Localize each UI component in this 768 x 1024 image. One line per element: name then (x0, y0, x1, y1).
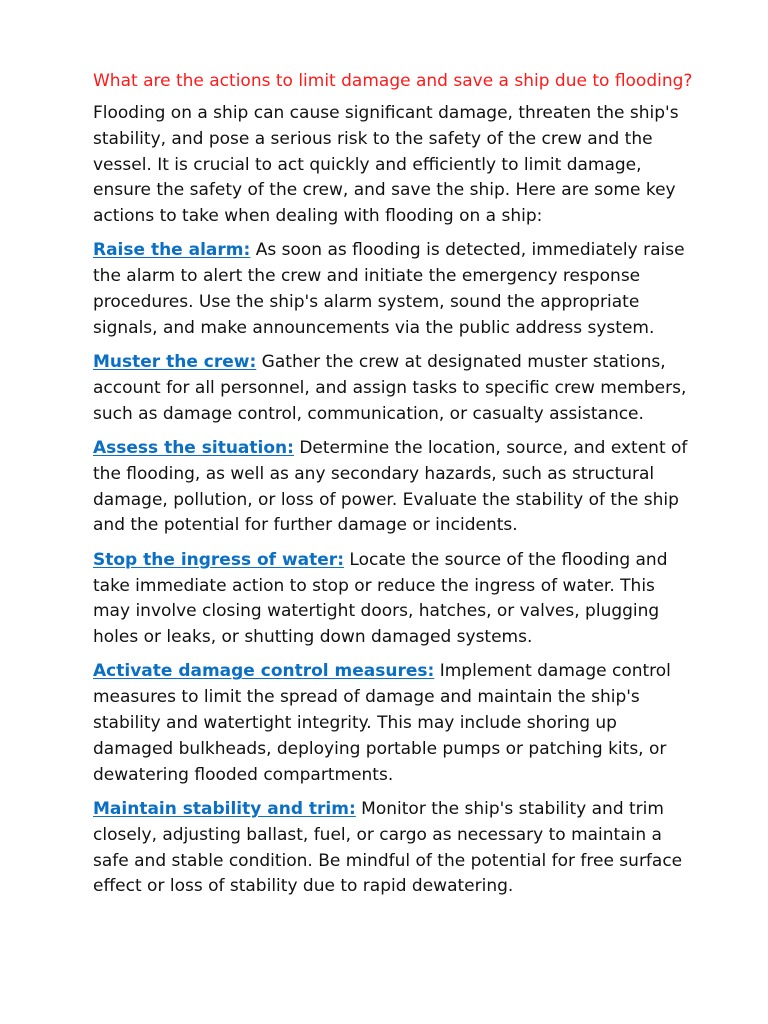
section-text-stop-ingress: Locate the source of the flooding and take immediate action to stop or reduce the ingress of water. This may involve closing watertight doors, hatches, or valves, plugging holes or leaks, or shutting down damaged systems. (93, 549, 668, 648)
section-stability-trim (93, 797, 693, 900)
section-heading-damage-control: Activate damage control measures: (93, 661, 435, 682)
section-text-assess-situation: Determine the location, source, and extent of the flooding, as well as any secondary hazards, such as structural damage, pollution, or loss of power. Evaluate the stability of the ship and the potential for further damage or incidents. (93, 438, 688, 536)
section-heading-raise-alarm: Raise the alarm: (93, 240, 251, 261)
section-assess-situation (93, 436, 693, 539)
section-text-damage-control: Implement damage control measures to limit the spread of damage and maintain the ship's stability and watertight integrity. This may include shoring up damaged bulkheads, deploying portable pumps or patching kits, or dewatering flooded compartments. (93, 661, 671, 785)
section-text-stability-trim: Monitor the ship's stability and trim closely, adjusting ballast, fuel, or cargo as necessary to maintain a safe and stable condition. Be mindful of the potential for free surface effect or loss of stability due to rapid dewatering. (93, 798, 683, 897)
section-muster-crew (93, 350, 693, 427)
intro-paragraph: Flooding on a ship can cause significant damage, threaten the ship's stability, and pose a serious risk to the safety of the crew and the vessel. It is crucial to act quickly and efficiently to limit damage, ensure the safety of the crew, and save the ship. Here are some key actions to take when dealing with flooding on a ship: (93, 103, 679, 227)
section-heading-assess-situation: Assess the situation: (93, 438, 294, 459)
section-heading-stop-ingress: Stop the ingress of water: (93, 549, 344, 570)
section-text-raise-alarm: As soon as flooding is detected, immediately raise the alarm to alert the crew and initiate the emergency response procedures. Use the ship's alarm system, sound the appropriate signals, and make announcements via the public address system. (93, 240, 685, 338)
section-damage-control (93, 659, 693, 788)
section-text-muster-crew: Gather the crew at designated muster stations, account for all personnel, and assign tasks to specific crew members, such as damage control, communication, or casualty assistance. (93, 352, 687, 424)
section-heading-stability-trim: Maintain stability and trim: (93, 798, 356, 819)
document-title: What are the actions to limit damage and save a ship due to flooding? (93, 71, 693, 91)
section-stop-ingress (93, 548, 693, 651)
section-heading-muster-crew: Muster the crew: (93, 352, 257, 373)
document-page (93, 68, 693, 909)
section-raise-alarm (93, 238, 693, 341)
